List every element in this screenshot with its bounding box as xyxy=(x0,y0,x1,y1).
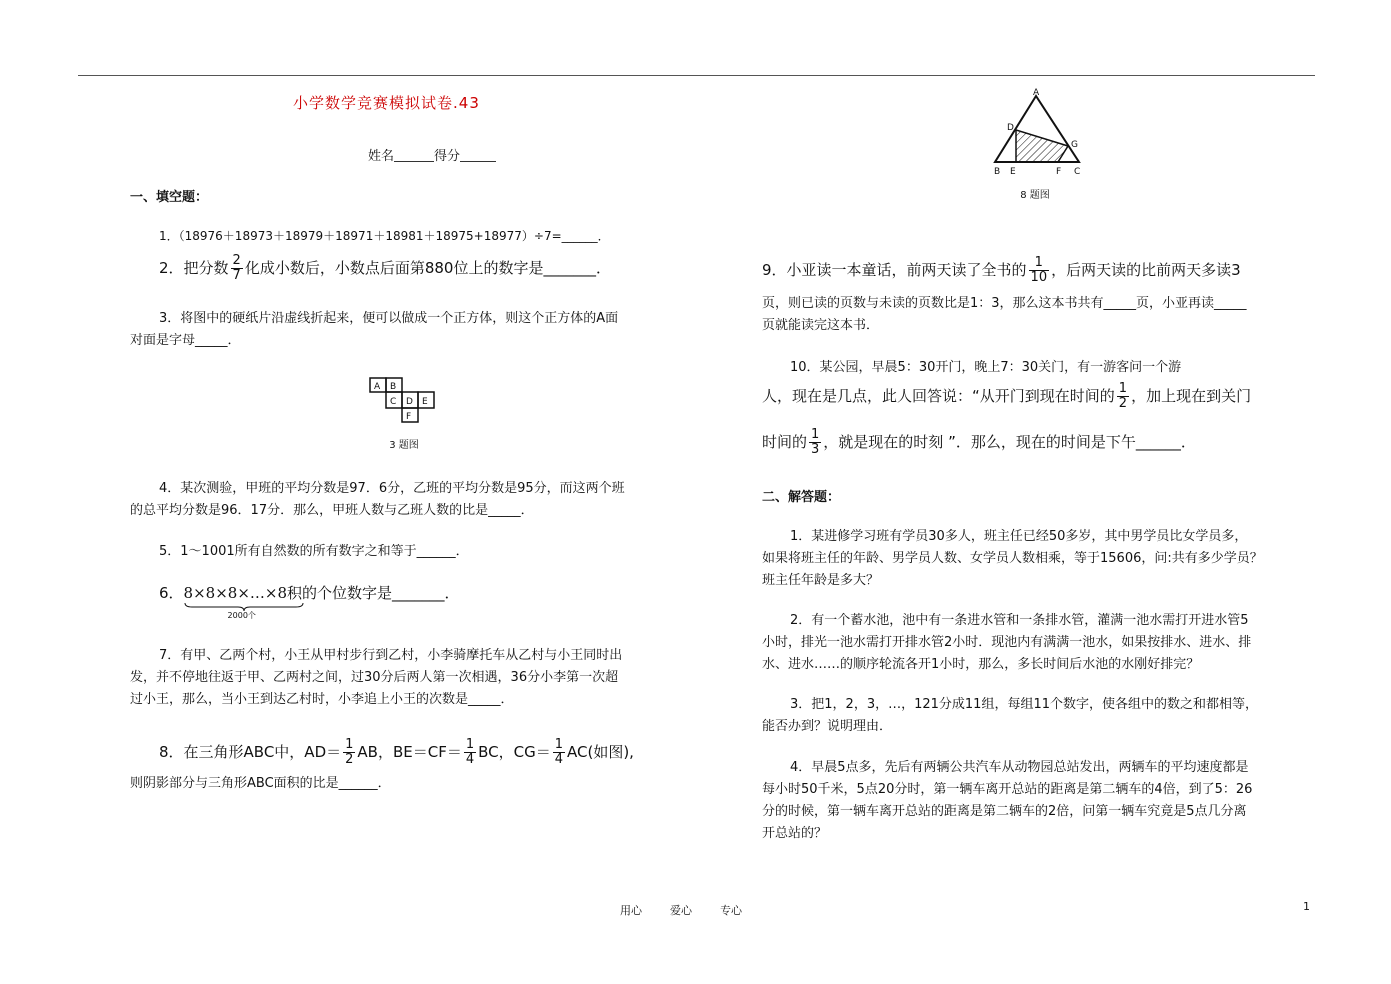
question-3-line2: 对面是字母_____． xyxy=(130,333,241,348)
answer-q2-line1: 2．有一个蓄水池，池中有一条进水管和一条排水管，灌满一池水需打开进水管5 xyxy=(790,613,1249,628)
answer-q4-line3: 分的时候，第一辆车离开总站的距离是第二辆车的2倍，问第一辆车究竟是5点几分离 xyxy=(762,804,1247,819)
answer-q1-line2: 如果将班主任的年龄、男学员人数、女学员人数相乘，等于15606，问:共有多少学员？ xyxy=(762,551,1263,566)
question-9-line3: 页就能读完这本书． xyxy=(762,318,880,333)
question-2 xyxy=(159,254,611,283)
q6-expression xyxy=(183,582,287,620)
net-cell-f: F xyxy=(406,412,412,422)
net-cell-a: A xyxy=(374,382,381,392)
question-8-line2: 则阴影部分与三角形ABC面积的比是______． xyxy=(130,776,391,791)
question-10-line2 xyxy=(762,382,1251,411)
answer-q1-line1: 1．某进修学习班有学员30多人，班主任已经50多岁，其中男学员比女学员多， xyxy=(790,529,1248,544)
q8-f2-num: 1 xyxy=(465,737,475,752)
q10-f2-num: 1 xyxy=(811,427,820,442)
question-4-line1: 4．某次测验，甲班的平均分数是97．6分，乙班的平均分数是95分，而这两个班 xyxy=(159,481,625,496)
answer-q3-line1: 3．把1，2，3，…，121分成11组，每组11个数字，使各组中的数之和都相等， xyxy=(790,697,1258,712)
question-9-line1 xyxy=(762,256,1241,285)
q8-frac1 xyxy=(343,738,355,767)
q9-fraction xyxy=(1029,256,1050,285)
q10-f1-den: 2 xyxy=(1118,396,1128,411)
q10-l3-pre: 时间的 xyxy=(762,433,808,451)
q2-pre: 2．把分数 xyxy=(159,259,229,277)
q8-frac2 xyxy=(464,738,476,767)
q10-l3-post: ，就是现在的时刻 ”．那么，现在的时间是下午______． xyxy=(823,433,1196,451)
cube-net-figure xyxy=(368,376,440,424)
q10-l2-post: ，加上现在到关门 xyxy=(1131,387,1252,405)
section-1-heading: 一、填空题： xyxy=(130,190,209,205)
q8-part2: AB，BE＝CF＝ xyxy=(357,743,462,761)
footer-right: 专心 xyxy=(720,904,742,917)
top-rule xyxy=(78,75,1315,76)
name-label: 姓名 xyxy=(368,149,395,164)
footer-left: 用心 xyxy=(620,904,642,917)
question-10-line1: 10．某公园，早晨5：30开门，晚上7：30关门，有一游客问一个游 xyxy=(790,360,1182,375)
q8-f1-num: 1 xyxy=(345,737,354,752)
q9-pre: 9．小亚读一本童话，前两天读了全书的 xyxy=(762,261,1027,279)
q10-frac2 xyxy=(809,428,821,457)
question-4-line2: 的总平均分数是96．17分．那么，甲班人数与乙班人数的比是_____． xyxy=(130,503,534,518)
name-score-row xyxy=(368,145,496,164)
answer-q2-line3: 水、进水……的顺序轮流各开1小时，那么，多长时间后水池的水刚好排完？ xyxy=(762,657,1200,672)
question-3-line1: 3．将图中的硬纸片沿虚线折起来，便可以做成一个正方体，则这个正方体的A面 xyxy=(159,311,619,326)
net-cell-d: D xyxy=(406,397,413,407)
q8-f1-den: 2 xyxy=(345,752,354,767)
q10-f1-num: 1 xyxy=(1118,381,1128,396)
question-1: 1．（18976＋18973＋18979＋18971＋18981＋18975+18977）÷7=______． xyxy=(159,229,610,243)
net-cell-e: E xyxy=(422,397,428,407)
q9-den: 10 xyxy=(1030,270,1048,285)
question-8-line1 xyxy=(159,738,634,767)
fig3-caption: 3 题图 xyxy=(389,440,419,451)
q6-brace-label: 2000个 xyxy=(227,611,256,620)
q10-frac1 xyxy=(1117,382,1129,411)
vertex-b: B xyxy=(994,167,1001,177)
question-5: 5．1～1001所有自然数的所有数字之和等于______． xyxy=(159,544,469,559)
name-blank xyxy=(394,147,434,162)
point-e: E xyxy=(1010,167,1016,177)
q8-f2-den: 4 xyxy=(465,752,475,767)
question-9-line2: 页，则已读的页数与未读的页数比是1：3，那么这本书共有_____页，小亚再读_____ xyxy=(762,296,1247,311)
q2-post: 化成小数后，小数点后面第880位上的数字是_______． xyxy=(244,259,611,277)
q8-part4: AC(如图), xyxy=(567,743,634,761)
point-d: D xyxy=(1007,123,1014,133)
net-cell-b: B xyxy=(390,382,397,392)
question-7-line1: 7．有甲、乙两个村，小王从甲村步行到乙村，小李骑摩托车从乙村与小王同时出 xyxy=(159,648,623,663)
point-g: G xyxy=(1071,140,1078,150)
answer-q3-line2: 能否办到？说明理由． xyxy=(762,719,893,734)
page-number: 1 xyxy=(1303,900,1310,913)
footer-mid: 爱心 xyxy=(670,904,692,917)
q2-den: 7 xyxy=(232,268,241,283)
q8-f3-den: 4 xyxy=(554,752,563,767)
q9-post: ，后两天读的比前两天多读3 xyxy=(1051,261,1241,279)
answer-q1-line3: 班主任年龄是多大？ xyxy=(762,573,880,588)
q6-post: 积的个位数字是_______． xyxy=(287,584,460,602)
page-title: 小学数学竞赛模拟试卷.43 xyxy=(293,94,480,112)
q10-f2-den: 3 xyxy=(811,442,820,457)
triangle-figure xyxy=(988,86,1086,178)
section-2-heading: 二、解答题： xyxy=(762,490,841,505)
answer-q4-line2: 每小时50千米，5点20分时，第一辆车离开总站的距离是第二辆车的4倍，到了5：26 xyxy=(762,782,1253,797)
q8-part3: BC，CG＝ xyxy=(478,743,551,761)
net-cell-c: C xyxy=(390,397,397,407)
question-7-line3: 过小王，那么，当小王到达乙村时，小李追上小王的次数是_____． xyxy=(130,692,514,707)
q10-l2-pre: 人，现在是几点，此人回答说：“从开门到现在时间的 xyxy=(762,387,1115,405)
vertex-a: A xyxy=(1033,88,1040,98)
score-blank xyxy=(460,147,496,162)
q8-frac3 xyxy=(553,738,565,767)
q9-num: 1 xyxy=(1029,256,1050,271)
question-6 xyxy=(159,582,460,620)
fig8-caption: 8 题图 xyxy=(1020,190,1050,201)
answer-q2-line2: 小时，排光一池水需打开排水管2小时．现池内有满满一池水，如果按排水、进水、排 xyxy=(762,635,1252,650)
answer-q4-line1: 4．早晨5点多，先后有两辆公共汽车从动物园总站发出，两辆车的平均速度都是 xyxy=(790,760,1249,775)
q2-num: 2 xyxy=(232,253,241,268)
score-label: 得分 xyxy=(434,149,461,164)
q8-part1: 8．在三角形ABC中，AD＝ xyxy=(159,743,342,761)
q2-fraction xyxy=(231,254,243,283)
q6-pre: 6． xyxy=(159,584,184,602)
question-7-line2: 发，并不停地往返于甲、乙两村之间，过30分后两人第一次相遇，36分小李第一次超 xyxy=(130,670,619,685)
point-f: F xyxy=(1056,167,1062,177)
answer-q4-line4: 开总站的？ xyxy=(762,826,828,841)
q6-expr-text: 8×8×8×…×8 xyxy=(183,584,287,602)
question-10-line3 xyxy=(762,428,1196,457)
q8-f3-num: 1 xyxy=(554,737,563,752)
vertex-c: C xyxy=(1074,167,1081,177)
